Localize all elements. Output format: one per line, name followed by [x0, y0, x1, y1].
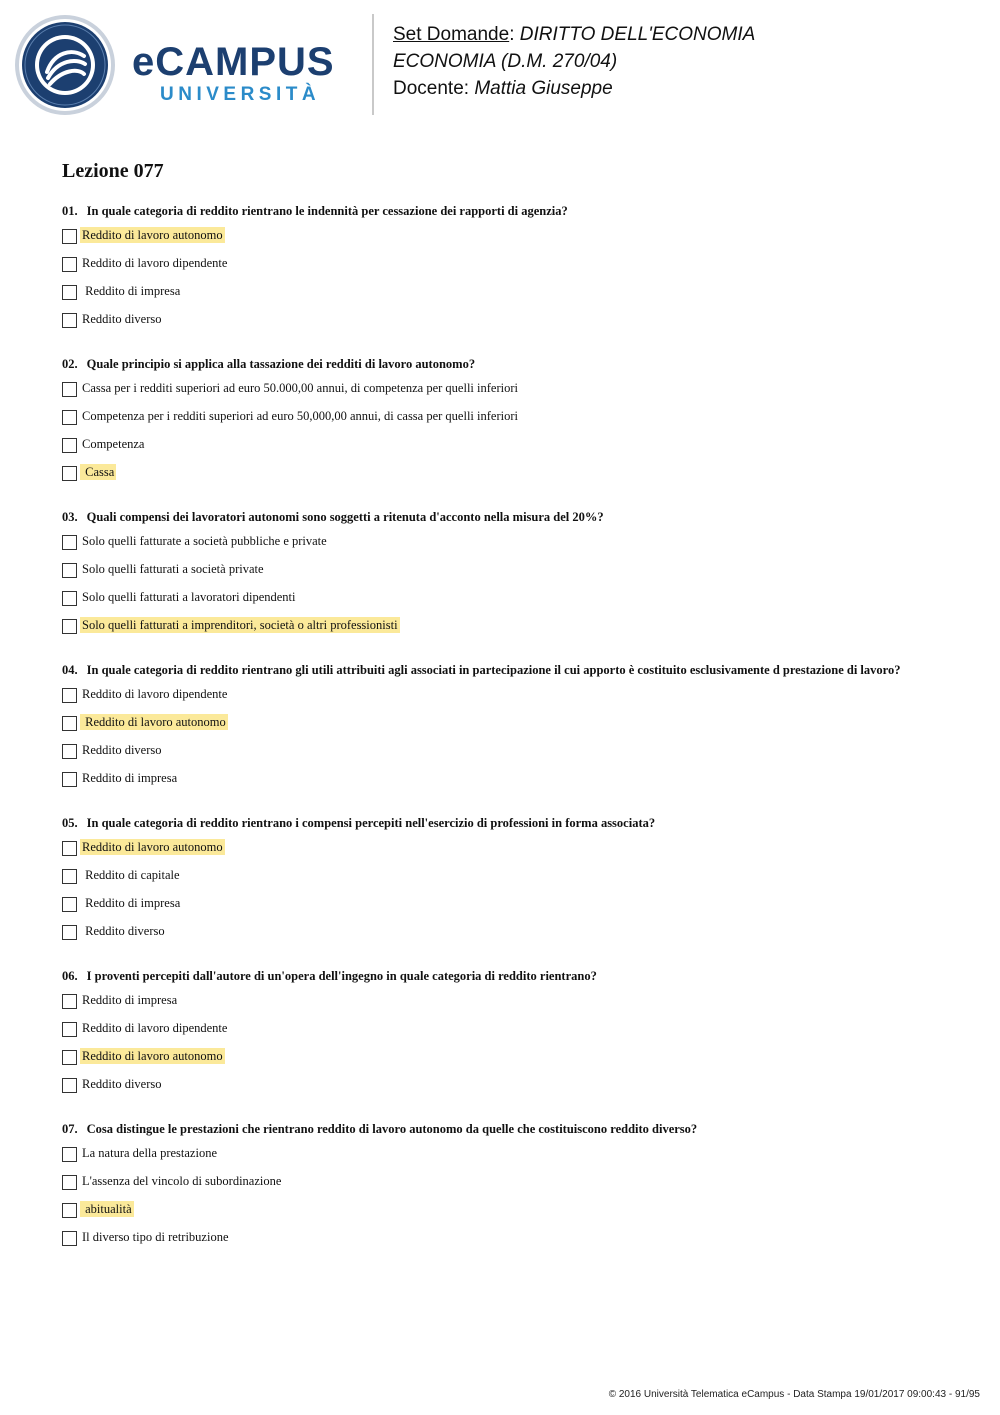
question-title	[62, 1121, 962, 1137]
answer-option[interactable]	[62, 714, 962, 742]
teacher-name: Mattia Giuseppe	[474, 78, 613, 99]
question-block	[62, 509, 962, 645]
question-block	[62, 203, 962, 339]
answer-option[interactable]	[62, 1048, 962, 1076]
answer-checkbox[interactable]	[62, 313, 77, 328]
question-block	[62, 662, 962, 798]
teacher-label: Docente:	[393, 78, 470, 99]
answer-option[interactable]	[62, 617, 962, 645]
question-block	[62, 968, 962, 1104]
answer-text: Reddito diverso	[82, 1077, 162, 1091]
question-block	[62, 1121, 962, 1257]
answer-text: Cassa per i redditi superiori ad euro 50.000,00 annui, di competenza per quelli inferiori	[82, 381, 518, 395]
question-title	[62, 815, 962, 831]
answer-text: L'assenza del vincolo di subordinazione	[82, 1174, 282, 1188]
answer-option[interactable]	[62, 533, 962, 561]
answer-text-highlighted: Reddito di lavoro autonomo	[82, 715, 226, 729]
answer-option[interactable]	[62, 436, 962, 464]
answer-text: Reddito diverso	[82, 743, 162, 757]
answer-option[interactable]	[62, 589, 962, 617]
answer-option[interactable]	[62, 1020, 962, 1048]
answer-checkbox[interactable]	[62, 869, 77, 884]
answer-text-highlighted: Cassa	[82, 465, 115, 479]
answer-option[interactable]	[62, 770, 962, 798]
question-title	[62, 662, 962, 678]
answer-option[interactable]	[62, 561, 962, 589]
answer-text: Reddito di lavoro dipendente	[82, 687, 228, 701]
answer-option[interactable]	[62, 1229, 962, 1257]
answer-checkbox[interactable]	[62, 1050, 77, 1065]
question-text: In quale categoria di reddito rientrano gli utili attribuiti agli associati in partecipazione il cui apporto è costituito esclusivamente d prestazione di lavoro?	[86, 663, 901, 677]
answer-text-highlighted: Reddito di lavoro autonomo	[82, 228, 223, 242]
answer-text: Reddito di impresa	[82, 771, 178, 785]
answer-text: Competenza per i redditi superiori ad euro 50,000,00 annui, di cassa per quelli inferiori	[82, 409, 518, 423]
set-label: Set Domande	[393, 24, 510, 45]
question-text: Cosa distingue le prestazioni che rientrano reddito di lavoro autonomo da quelle che costituiscono reddito diverso?	[86, 1122, 698, 1136]
answer-text-highlighted: Reddito di lavoro autonomo	[82, 840, 223, 854]
question-title	[62, 356, 962, 372]
answer-text: Reddito diverso	[82, 924, 165, 938]
lesson-title: Lezione 077	[62, 160, 164, 182]
question-title	[62, 203, 962, 219]
question-number: 05.	[62, 816, 78, 830]
answer-checkbox[interactable]	[62, 1078, 77, 1093]
question-number: 02.	[62, 357, 78, 371]
ecampus-logo	[132, 40, 335, 106]
logo-name: eCAMPUS	[132, 40, 335, 84]
course-name-line2: ECONOMIA (D.M. 270/04)	[393, 51, 618, 72]
answer-text-highlighted: abitualità	[82, 1202, 132, 1216]
answer-option[interactable]	[62, 311, 962, 339]
page-footer: © 2016 Università Telematica eCampus - Data Stampa 19/01/2017 09:00:43 - 91/95	[608, 1389, 980, 1400]
answer-text: Solo quelli fatturati a società private	[82, 562, 264, 576]
answer-checkbox[interactable]	[62, 1022, 77, 1037]
answer-checkbox[interactable]	[62, 257, 77, 272]
answer-option[interactable]	[62, 992, 962, 1020]
answer-checkbox[interactable]	[62, 619, 77, 634]
answer-checkbox[interactable]	[62, 1231, 77, 1246]
answer-checkbox[interactable]	[62, 438, 77, 453]
answer-text: Il diverso tipo di retribuzione	[82, 1230, 229, 1244]
answer-option[interactable]	[62, 895, 962, 923]
answer-checkbox[interactable]	[62, 591, 77, 606]
answer-checkbox[interactable]	[62, 410, 77, 425]
answer-text-highlighted: Reddito di lavoro autonomo	[82, 1049, 223, 1063]
answer-checkbox[interactable]	[62, 744, 77, 759]
question-text: In quale categoria di reddito rientrano i compensi percepiti nell'esercizio di professioni in forma associata?	[86, 816, 656, 830]
answer-option[interactable]	[62, 283, 962, 311]
answer-text: Reddito di lavoro dipendente	[82, 256, 228, 270]
answer-option[interactable]	[62, 923, 962, 951]
logo-subtitle: UNIVERSITÀ	[160, 84, 321, 105]
question-text: Quali compensi dei lavoratori autonomi sono soggetti a ritenuta d'acconto nella misura del 20%?	[86, 510, 604, 524]
answer-checkbox[interactable]	[62, 716, 77, 731]
page-header	[0, 0, 1000, 125]
answer-text: Reddito di impresa	[82, 896, 181, 910]
answer-checkbox[interactable]	[62, 994, 77, 1009]
question-block	[62, 356, 962, 492]
question-number: 07.	[62, 1122, 78, 1136]
answer-checkbox[interactable]	[62, 688, 77, 703]
answer-option[interactable]	[62, 1173, 962, 1201]
answer-checkbox[interactable]	[62, 466, 77, 481]
question-title	[62, 509, 962, 525]
answer-checkbox[interactable]	[62, 535, 77, 550]
answer-checkbox[interactable]	[62, 382, 77, 397]
answer-option[interactable]	[62, 408, 962, 436]
course-info: Set Domande: DIRITTO DELL'ECONOMIA ECONOMIA (D.M. 270/04) Docente: Mattia Giuseppe	[393, 24, 756, 99]
question-number: 04.	[62, 663, 78, 677]
answer-option[interactable]	[62, 227, 962, 255]
university-seal-icon	[14, 14, 116, 116]
answer-option[interactable]	[62, 742, 962, 770]
question-number: 01.	[62, 204, 78, 218]
course-name-line1: DIRITTO DELL'ECONOMIA	[519, 24, 756, 45]
answer-checkbox[interactable]	[62, 1175, 77, 1190]
answer-checkbox[interactable]	[62, 563, 77, 578]
question-block	[62, 815, 962, 951]
answer-text-highlighted: Solo quelli fatturati a imprenditori, società o altri professionisti	[82, 618, 398, 632]
question-title	[62, 968, 962, 984]
answer-option[interactable]	[62, 839, 962, 867]
answer-text: Reddito diverso	[82, 312, 162, 326]
answer-checkbox[interactable]	[62, 897, 77, 912]
answer-option[interactable]	[62, 686, 962, 714]
answer-checkbox[interactable]	[62, 772, 77, 787]
answer-text: Reddito di impresa	[82, 284, 181, 298]
header-divider	[372, 14, 374, 115]
answer-option[interactable]	[62, 464, 962, 492]
question-text: Quale principio si applica alla tassazione dei redditi di lavoro autonomo?	[86, 357, 476, 371]
question-text: I proventi percepiti dall'autore di un'opera dell'ingegno in quale categoria di reddito rientrano?	[86, 969, 597, 983]
answer-option[interactable]	[62, 380, 962, 408]
question-number: 03.	[62, 510, 78, 524]
answer-checkbox[interactable]	[62, 229, 77, 244]
answer-checkbox[interactable]	[62, 841, 77, 856]
answer-option[interactable]	[62, 1145, 962, 1173]
answer-text: Solo quelli fatturate a società pubbliche e private	[82, 534, 327, 548]
answer-checkbox[interactable]	[62, 1147, 77, 1162]
answer-text: La natura della prestazione	[82, 1146, 217, 1160]
answer-text: Reddito di impresa	[82, 993, 178, 1007]
answer-checkbox[interactable]	[62, 1203, 77, 1218]
answer-text: Reddito di capitale	[82, 868, 180, 882]
answer-checkbox[interactable]	[62, 285, 77, 300]
question-list	[62, 203, 962, 1274]
answer-text: Solo quelli fatturati a lavoratori dipendenti	[82, 590, 296, 604]
question-text: In quale categoria di reddito rientrano le indennità per cessazione dei rapporti di agenzia?	[86, 204, 568, 218]
question-number: 06.	[62, 969, 78, 983]
answer-option[interactable]	[62, 1201, 962, 1229]
answer-checkbox[interactable]	[62, 925, 77, 940]
answer-option[interactable]	[62, 255, 962, 283]
answer-option[interactable]	[62, 1076, 962, 1104]
answer-text: Reddito di lavoro dipendente	[82, 1021, 228, 1035]
answer-text: Competenza	[82, 437, 145, 451]
answer-option[interactable]	[62, 867, 962, 895]
